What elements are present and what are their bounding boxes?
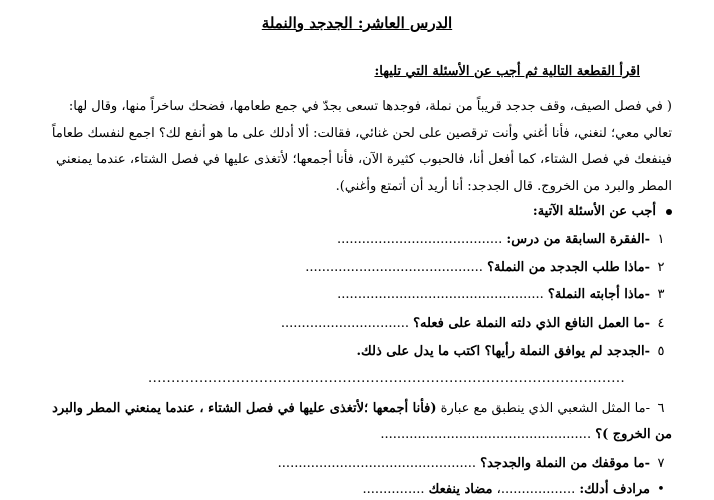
bullet-icon — [666, 209, 672, 215]
answer-line[interactable]: ..................، — [496, 482, 576, 497]
passage-line: المطر والبرد من الخروج. قال الجدجد: أنا أريد أن أتمتع وأغني). — [335, 178, 672, 194]
passage-line: تعالي معي؛ لنغني، فأنا أغني وأنت ترقصين على لحن غنائي، فقالت: ألا أدلك على ما هو أنفع لك؟ اجمع لنفسك طعاماً — [51, 125, 672, 141]
answer-line[interactable]: ........................................ — [336, 232, 503, 247]
answer-line[interactable]: ....................................................................................................... — [148, 371, 626, 386]
passage-line: فينفعك في فصل الشتاء، كما أفعل أنا، فالحبوب كثيرة الآن، فأنا أجمعها؛ لأتغذى عليها في فصل الشتاء، عندما يمنعني — [56, 152, 672, 167]
question-6: ٦-ما المثل الشعبي الذي ينطبق مع عبارة (فأنا أجمعها ؛لأتغذى عليها في فصل الشتاء ، عندما يمنعني المطر والبرد من الخروج )؟ ................................................... — [52, 401, 672, 442]
answer-line[interactable]: ............................... — [280, 316, 409, 331]
reading-passage — [42, 94, 672, 200]
answer-line[interactable]: .................................................. — [337, 287, 544, 302]
question-1: ١-الفقرة السابقة من درس: ........................................ — [336, 232, 665, 247]
question-7: ٧-ما موقفك من النملة والجدجد؟ ................................................ — [277, 456, 665, 471]
passage-line: ( في فصل الصيف، وقف جدجد قريباً من نملة، فوجدها تسعى بجدّ في جمع طعامها، فضحك ساخراً منها، وقال لها: — [68, 99, 672, 114]
reading-instruction: اقرأ القطعة التالية ثم أجب عن الأسئلة التي تليها: — [374, 64, 640, 79]
question-5: ٥-الجدجد لم يوافق النملة رأيها؟ اكتب ما يدل على ذلك. — [356, 344, 665, 359]
questions-heading: أجب عن الأسئلة الآتية: — [533, 204, 672, 219]
answer-line[interactable]: ........................................... — [305, 260, 483, 275]
question-4: ٤-ما العمل النافع الذي دلته النملة على فعله؟ ............................... — [280, 316, 665, 331]
question-8: •مرادف أدلك: ..................، مضاد ينفعك ............... — [362, 482, 665, 497]
lesson-title: الدرس العاشر: الجدجد والنملة — [261, 14, 453, 32]
answer-line[interactable]: ................................................... — [380, 427, 592, 442]
answer-line[interactable]: ................................................ — [277, 456, 477, 471]
question-2: ٢-ماذا طلب الجدجد من النملة؟ ........................................... — [305, 260, 665, 275]
question-3: ٣-ماذا أجابته النملة؟ .................................................. — [337, 287, 665, 302]
answer-line[interactable]: ............... — [362, 482, 425, 497]
